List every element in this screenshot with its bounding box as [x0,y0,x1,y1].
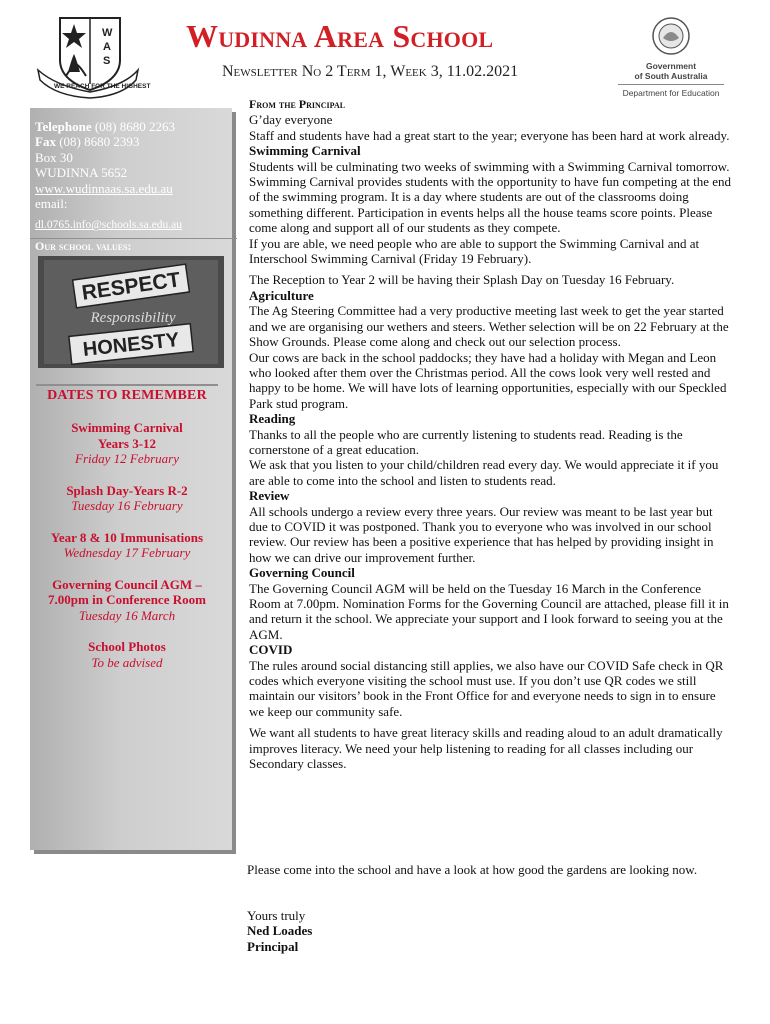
section-heading-council: Governing Council [249,565,355,581]
gardens-paragraph: Please come into the school and have a look at how good the gardens are looking now. [247,862,698,877]
logo-letter-s: S [103,55,111,67]
event-item [36,483,218,514]
event-item [36,577,218,624]
principal-letter [249,97,733,771]
section-heading-agriculture: Agriculture [249,287,314,303]
fax-number: (08) 8680 2393 [59,134,140,150]
event-name: Year 8 & 10 Immunisations [50,529,204,545]
logo-letter-w: W [102,27,113,39]
event-item [36,530,218,561]
event-sub: Years 3-12 [97,435,157,451]
page-title: Wudinna Area School [186,18,494,54]
email-label: email: [35,196,68,212]
event-date: Wednesday 17 February [63,545,191,560]
swimming-paragraph-1: Students will be culminating two weeks of swimming with a Swimming Carnival tomorrow. Swimming Carnival provides students with the opportunity to have fun competing at the end of the swimming program. It is a day where students are out of the classrooms doing something different. Participation in events helps all the house teams score points. Please come along and support all of our students as they compete. [249,158,732,236]
fax-label: Fax [35,134,56,150]
signer-name: Ned Loades [247,923,313,939]
event-date: Friday 12 February [75,451,179,466]
event-name: Splash Day-Years R-2 [66,482,188,498]
dates-to-remember [36,384,218,846]
literacy-paragraph: We want all students to have great literacy skills and reading aloud to an adult dramatically improves literacy. We need your help listening to reading for all classes including our Secondary classes. [249,725,723,772]
newsletter-issue: Newsletter No 2 Term 1, Week 3, 11.02.2021 [222,63,519,80]
sidebar [30,108,232,850]
closing-paragraph [247,862,733,877]
value-honesty: HONESTY [81,329,181,361]
event-date: Tuesday 16 February [71,498,183,513]
event-sub: 7.00pm in Conference Room [48,592,206,607]
event-date: Tuesday 16 March [78,607,176,623]
signoff: Yours truly [247,908,306,923]
school-logo [36,14,151,98]
value-respect: RESPECT [80,268,182,305]
contact-details [35,119,182,234]
dates-heading: DATES TO REMEMBER [47,388,207,403]
reading-paragraph-1: Thanks to all the people who are currently listening to students read. Reading is the cornerstone of a great education. [249,426,683,457]
website-link[interactable]: www.wudinnaas.sa.edu.au [35,180,173,196]
covid-paragraph: The rules around social distancing still applies, we also have our COVID Safe check in QR codes which everyone visiting the school must use. If you don’t use QR codes we still maintain our visitors’ book in the Front Office for and everyone needs to sign in to ensure we keep our community safe. [249,657,724,719]
event-date: To be advised [91,654,163,670]
section-heading-reading: Reading [249,411,296,427]
event-item [36,639,218,670]
school-values-image [38,256,224,368]
telephone-number: (08) 8680 2263 [94,119,176,134]
gov-line-2: of South Australia [634,71,708,81]
section-heading-swimming: Swimming Carnival [249,143,361,159]
council-paragraph: The Governing Council AGM will be held on the Tuesday 16 March in the Conference Room at 7.00pm. Nomination Forms for the Governing Council are attached, please fill it in and return it the school. We appreciate your support and I look forward to seeing you at the AGM. [249,580,729,642]
intro-paragraph: Staff and students have had a great start to the year; everyone has been hard at work already. [249,127,730,143]
swimming-paragraph-3: The Reception to Year 2 will be having their Splash Day on Tuesday 16 February. [249,272,675,288]
section-heading-review: Review [249,488,290,504]
agriculture-paragraph-2: Our cows are back in the school paddocks; they have had a holiday with Megan and Leon who looked after them over the Christmas period. All the cows look very well rested and happy to be home. We will have lots of learning opportunities, especially with our Speckled Park stud program. [249,349,727,411]
principal-heading: From the Principal [249,97,346,111]
signer-title: Principal [247,938,299,954]
agriculture-paragraph-1: The Ag Steering Committee had a very productive meeting last week to get the year started and we are organising our wethers and steers. Wether selection will be on 22 February at the Show Grounds. Please come along and check out our selection process. [249,303,729,350]
greeting: G’day everyone [249,112,333,128]
reading-paragraph-2: We ask that you listen to your child/children read every day. We would appreciate it if you are able to come into the school and listen to students read. [249,457,719,488]
postal-box: Box 30 [35,149,73,165]
logo-motto: WE REACH FOR THE HIGHEST [54,83,151,90]
value-responsibility: Responsibility [90,310,176,326]
event-name: Swimming Carnival [71,420,183,435]
event-item [36,420,218,467]
review-paragraph: All schools undergo a review every three years. Our review was meant to be last year but due to COVID it was postponed. Thank you to everyone who was involved in our school review. Our review has been a positive experience that has helped by providing insight in how we can drive our improvement further. [249,503,714,565]
gov-line-1: Government [645,61,697,71]
postal-town: WUDINNA 5652 [35,165,128,181]
government-logo [618,16,724,100]
event-name: School Photos [88,639,166,654]
logo-letter-a: A [103,41,111,53]
email-link[interactable]: dl.0765.info@schools.sa.edu.au [35,219,182,232]
event-name: Governing Council AGM – [52,576,202,592]
values-heading: Our school values: [30,238,237,254]
swimming-paragraph-2: If you are able, we need people who are able to support the Swimming Carnival and at Interschool Swimming Carnival (Friday 19 February). [249,235,700,267]
telephone-label: Telephone [35,119,92,134]
signature-block [247,908,312,954]
section-heading-covid: COVID [249,642,293,658]
crest-icon [651,16,691,56]
gov-department: Department for Education [618,84,724,98]
